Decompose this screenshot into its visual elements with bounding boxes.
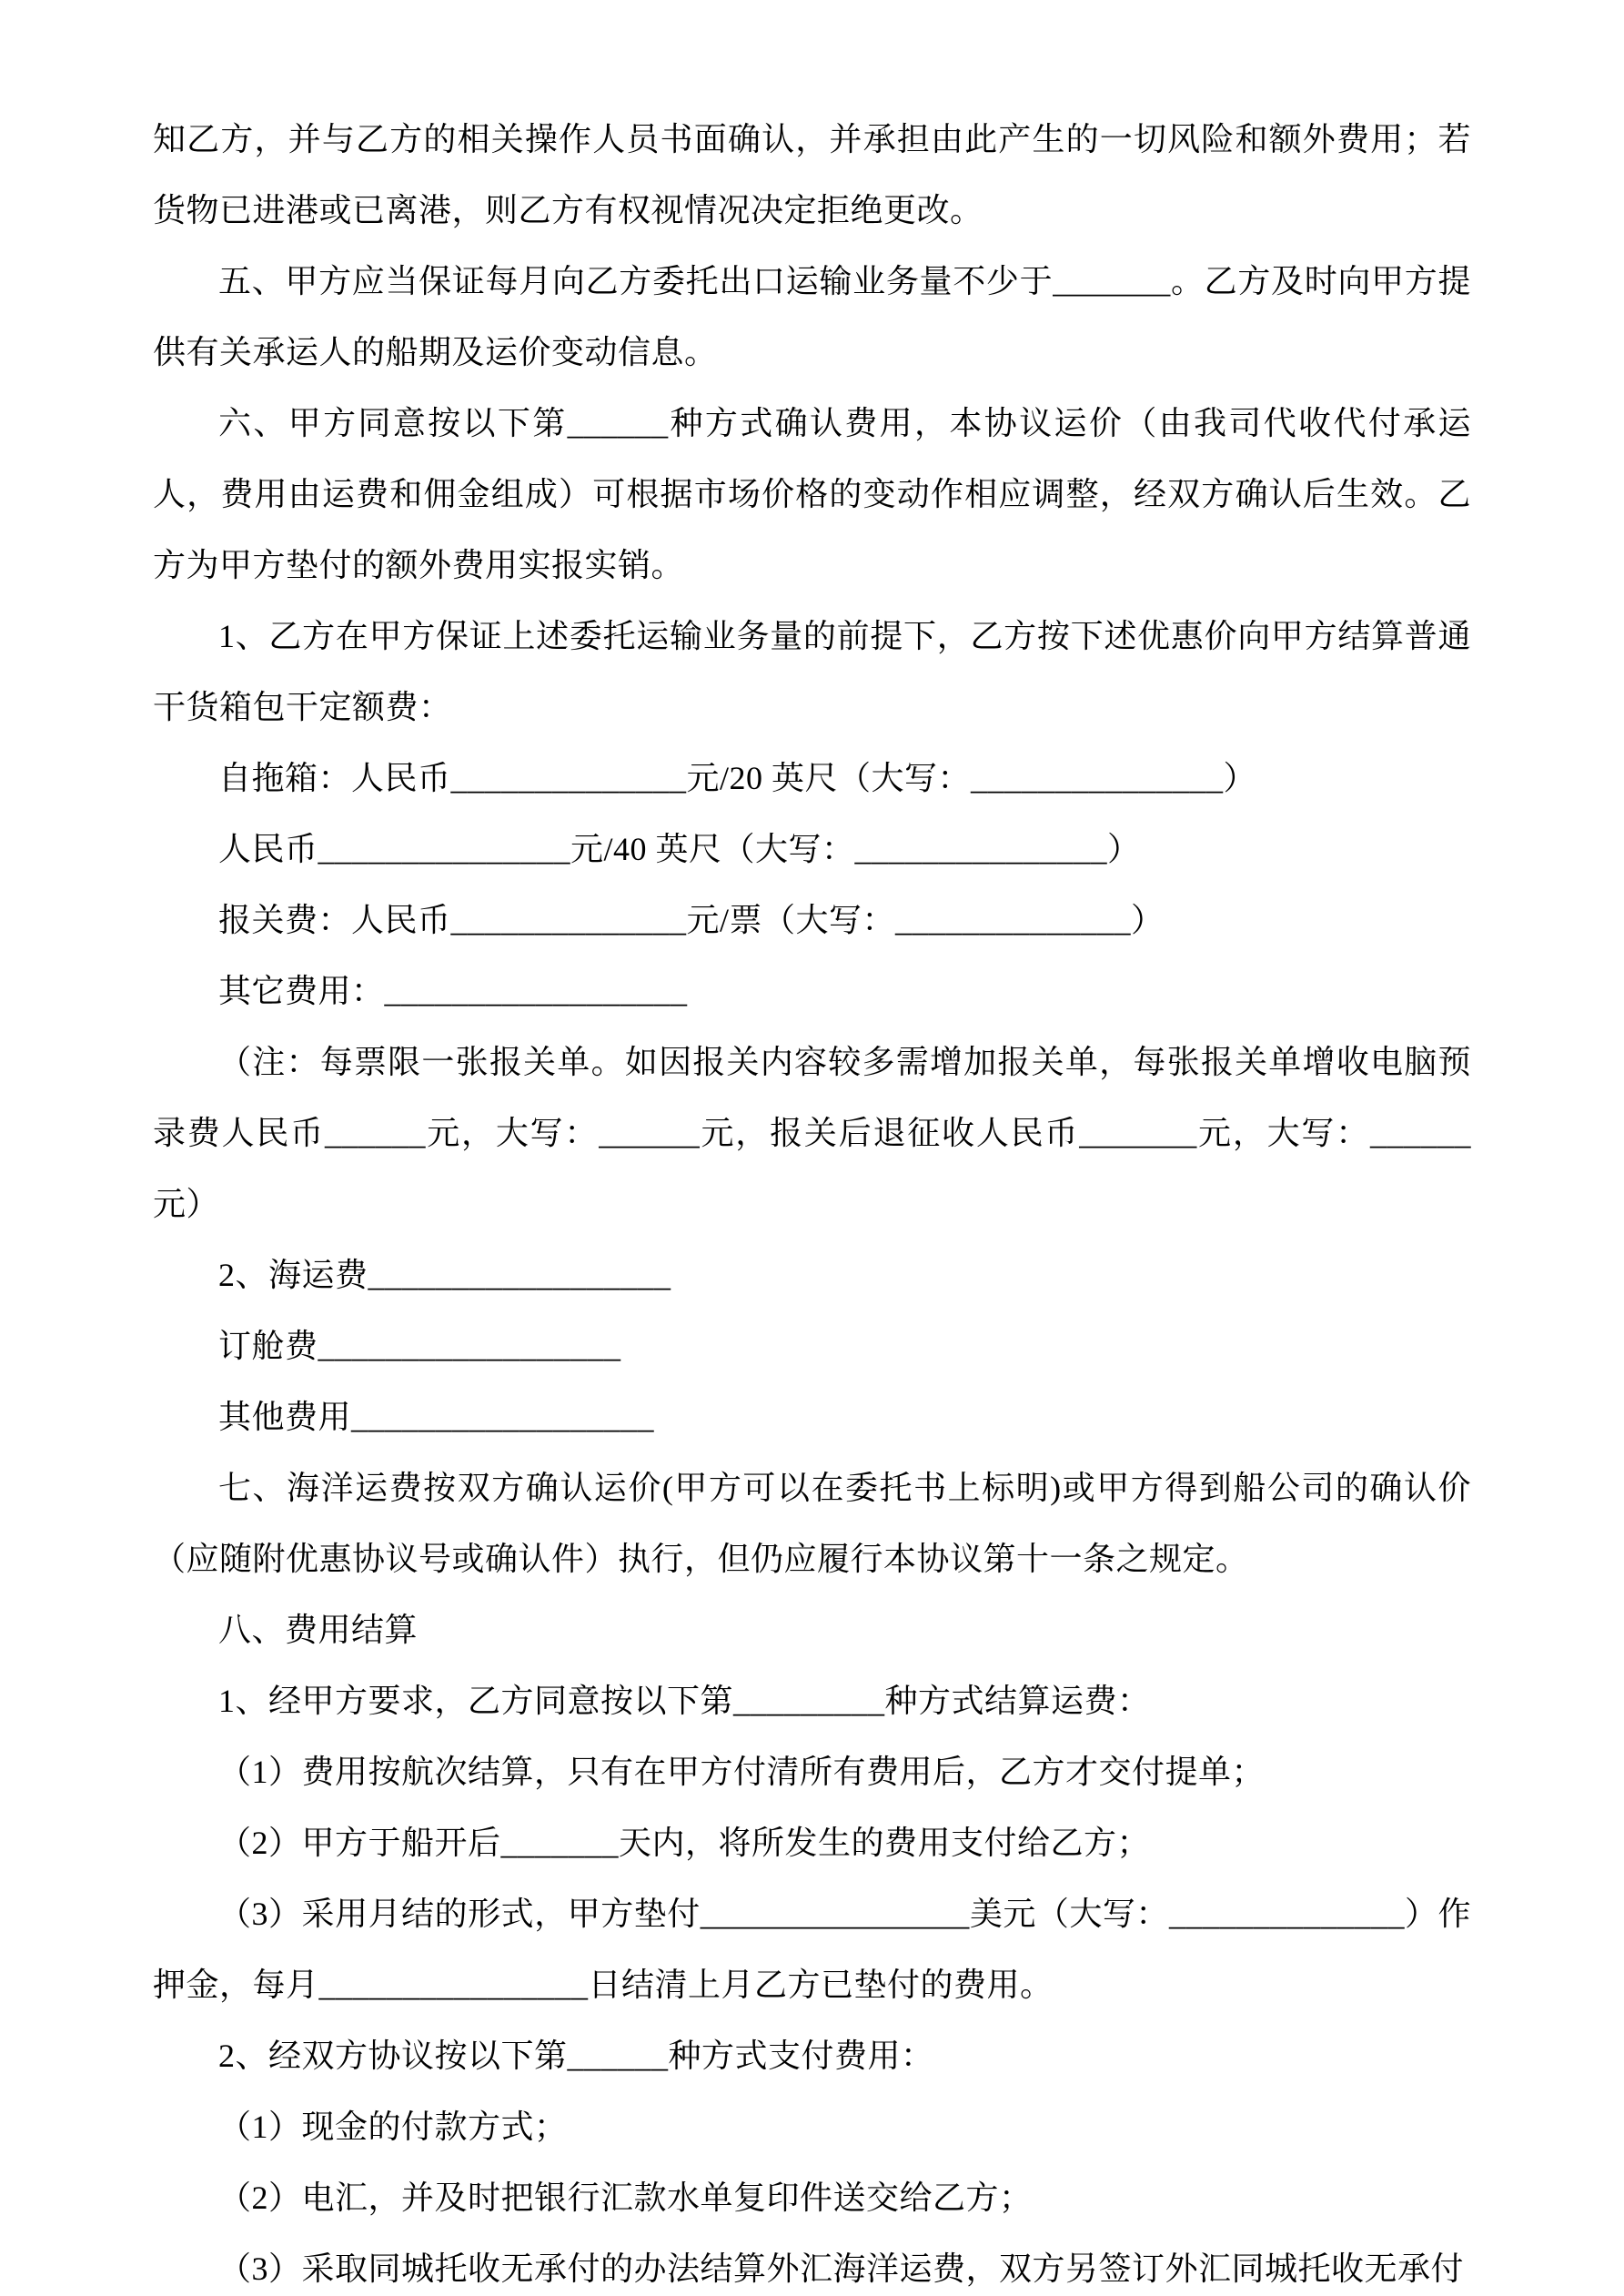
fee-line-other-fee: 其它费用：__________________ [218, 973, 688, 1009]
clause-8-item-1-sub-2: （2）甲方于船开后_______天内，将所发生的费用支付给乙方； [218, 1825, 1151, 1861]
clause-6: 六、甲方同意按以下第______种方式确认费用，本协议运价（由我司代收代付承运人，费用由运费和佣金组成）可根据市场价格的变动作相应调整，经双方确认后生效。乙方为甲方垫付的额外费用实报实销。 [153, 405, 1471, 583]
note-customs-declaration: （注：每票限一张报关单。如因报关内容较多需增加报关单，每张报关单增收电脑预录费人民币______元，大写：______元，报关后退征收人民币_______元，大写：______元） [153, 1044, 1471, 1222]
clause-8-item-1-sub-1: （1）费用按航次结算，只有在甲方付清所有费用后，乙方才交付提单； [218, 1754, 1266, 1790]
fee-line-40ft: 人民币_______________元/40 英尺（大写：_______________） [218, 831, 1141, 867]
fee-line-other-charges: 其他费用__________________ [218, 1399, 655, 1435]
clause-4-continuation: 知乙方，并与乙方的相关操作人员书面确认，并承担由此产生的一切风险和额外费用；若货物已进港或已离港，则乙方有权视情况决定拒绝更改。 [153, 121, 1471, 228]
clause-8-item-2-sub-2: （2）电汇，并及时把银行汇款水单复印件送交给乙方； [218, 2180, 1033, 2216]
fee-line-booking-fee: 订舱费__________________ [218, 1328, 621, 1364]
clause-8-item-2: 2、经双方协议按以下第______种方式支付费用： [218, 2038, 934, 2074]
fee-line-self-towing-20ft: 自拖箱：人民币______________元/20 英尺（大写：_______________） [218, 760, 1257, 796]
clause-8-item-1: 1、经甲方要求，乙方同意按以下第_________种方式结算运费： [218, 1683, 1151, 1719]
clause-8-heading: 八、费用结算 [218, 1612, 419, 1648]
clause-7: 七、海洋运费按双方确认运价(甲方可以在委托书上标明)或甲方得到船公司的确认价（应随附优惠协议号或确认件）执行，但仍应履行本协议第十一条之规定。 [153, 1470, 1471, 1577]
clause-8-item-1-sub-3: （3）采用月结的形式，甲方垫付________________美元（大写：______________）作押金，每月________________日结清上月乙方已垫付的费用。 [153, 1896, 1471, 2003]
clause-8-item-2-sub-1: （1）现金的付款方式； [218, 2109, 568, 2145]
clause-5: 五、甲方应当保证每月向乙方委托出口运输业务量不少于_______。乙方及时向甲方提供有关承运人的船期及运价变动信息。 [153, 263, 1471, 370]
clause-8-item-2-sub-3: （3）采取同城托收无承付的办法结算外汇海洋运费，双方另签订外汇同城托收无承付 [218, 2250, 1465, 2287]
clause-6-item-1: 1、乙方在甲方保证上述委托运输业务量的前提下，乙方按下述优惠价向甲方结算普通干货箱包干定额费： [153, 618, 1471, 725]
fee-line-customs-fee: 报关费：人民币______________元/票（大写：______________） [218, 902, 1165, 938]
fee-line-ocean-freight: 2、海运费__________________ [218, 1257, 671, 1293]
